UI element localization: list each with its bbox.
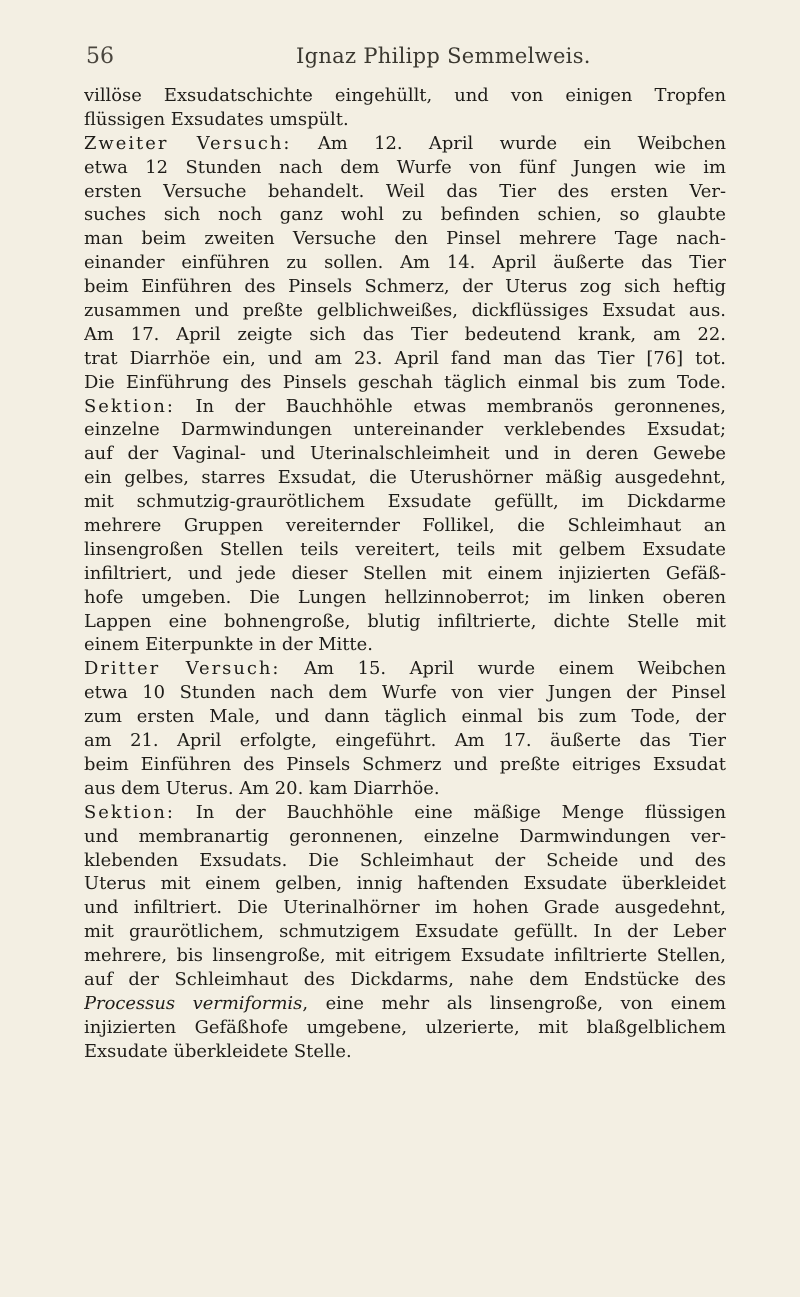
text-line: zusammen und preßte gelblichweißes, dickflüssiges Exsudat aus. (84, 300, 726, 322)
section-heading: Dritter Versuch: (84, 658, 281, 680)
text-line: ersten Versuche behandelt. Weil das Tier des ersten Ver- (84, 180, 726, 202)
text-line: auf der Schleimhaut des Dickdarms, nahe dem Endstücke des (84, 968, 726, 990)
text-line (84, 992, 726, 1016)
text-line: Die Einführung des Pinsels geschah täglich einmal bis zum Tode. (84, 371, 726, 393)
line-text: Am 12. April wurde ein Weibchen (291, 132, 726, 154)
text-line: injizierten Gefäßhofe umgebene, ulzerierte, mit blaßgelblichem (84, 1016, 726, 1038)
italic-term: Processus vermiformis (84, 992, 303, 1014)
text-line: beim Einführen des Pinsels Schmerz und preßte eitriges Exsudat (84, 753, 726, 775)
line-text: Am 15. April wurde einem Weibchen (280, 658, 726, 680)
text-line: etwa 10 Stunden nach dem Wurfe von vier Jungen der Pinsel (84, 682, 726, 704)
text-line: und infiltriert. Die Uterinalhörner im hohen Grade ausgedehnt, (84, 897, 726, 919)
text-line: Uterus mit einem gelben, innig haftenden Exsudate überkleidet (84, 873, 726, 895)
page-header (86, 44, 726, 74)
text-line: flüssigen Exsudates umspült. (84, 108, 349, 130)
text-line: villöse Exsudatschichte eingehüllt, und von einigen Tropfen (84, 85, 726, 106)
section-heading: Sektion: (84, 395, 175, 417)
text-line: einzelne Darmwindungen untereinander verklebendes Exsudat; (84, 419, 726, 441)
text-line (84, 395, 726, 419)
text-line (84, 657, 726, 681)
section-heading: Zweiter Versuch: (84, 132, 292, 154)
text-line: linsengroßen Stellen teils vereitert, teils mit gelbem Exsudate (84, 538, 726, 560)
text-line: mit schmutzig-graurötlichem Exsudate gefüllt, im Dickdarme (84, 491, 726, 513)
text-line: infiltriert, und jede dieser Stellen mit einem injizierten Gefäß- (84, 562, 726, 584)
text-line: trat Diarrhöe ein, und am 23. April fand man das Tier [76] tot. (84, 347, 726, 369)
text-line: klebenden Exsudats. Die Schleimhaut der Scheide und des (84, 849, 726, 871)
text-line: einander einführen zu sollen. Am 14. April äußerte das Tier (84, 252, 726, 274)
page-number: 56 (86, 44, 114, 69)
text-line: zum ersten Male, und dann täglich einmal bis zum Tode, der (84, 706, 726, 728)
text-line: Exsudate überkleidete Stelle. (84, 1040, 352, 1062)
text-line: ein gelbes, starres Exsudat, die Uterushörner mäßig ausgedehnt, (84, 467, 726, 489)
line-text: In der Bauchhöhle eine mäßige Menge flüssigen (174, 801, 726, 823)
text-line: hofe umgeben. Die Lungen hellzinnoberrot; im linken oberen (84, 586, 726, 608)
body-text (84, 84, 726, 1064)
line-text: , eine mehr als linsengroße, von einem (302, 992, 726, 1014)
text-line: suches sich noch ganz wohl zu befinden schien, so glaubte (84, 204, 726, 226)
running-head: Ignaz Philipp Semmelweis. (296, 44, 591, 68)
text-line: etwa 12 Stunden nach dem Wurfe von fünf Jungen wie im (84, 156, 726, 178)
text-line: mehrere Gruppen vereiternder Follikel, die Schleimhaut an (84, 515, 726, 537)
text-line: Am 17. April zeigte sich das Tier bedeutend krank, am 22. (84, 323, 726, 345)
text-line: auf der Vaginal- und Uterinalschleimheit und in deren Gewebe (84, 443, 726, 465)
text-line (84, 132, 726, 156)
text-line: Lappen eine bohnengroße, blutig infiltrierte, dichte Stelle mit (84, 610, 726, 632)
text-line: mehrere, bis linsengroße, mit eitrigem Exsudate infiltrierte Stellen, (84, 945, 726, 967)
text-line: beim Einführen des Pinsels Schmerz, der Uterus zog sich heftig (84, 276, 726, 298)
text-line (84, 801, 726, 825)
line-text: In der Bauchhöhle etwas membranös geronnenes, (174, 395, 726, 417)
text-line: einem Eiterpunkte in der Mitte. (84, 634, 373, 656)
text-line: und membranartig geronnenen, einzelne Darmwindungen ver- (84, 825, 726, 847)
text-line: man beim zweiten Versuche den Pinsel mehrere Tage nach- (84, 228, 726, 250)
section-heading: Sektion: (84, 801, 175, 823)
text-line: am 21. April erfolgte, eingeführt. Am 17. äußerte das Tier (84, 730, 726, 752)
text-line: mit graurötlichem, schmutzigem Exsudate gefüllt. In der Leber (84, 921, 726, 943)
text-line: aus dem Uterus. Am 20. kam Diarrhöe. (84, 777, 440, 799)
